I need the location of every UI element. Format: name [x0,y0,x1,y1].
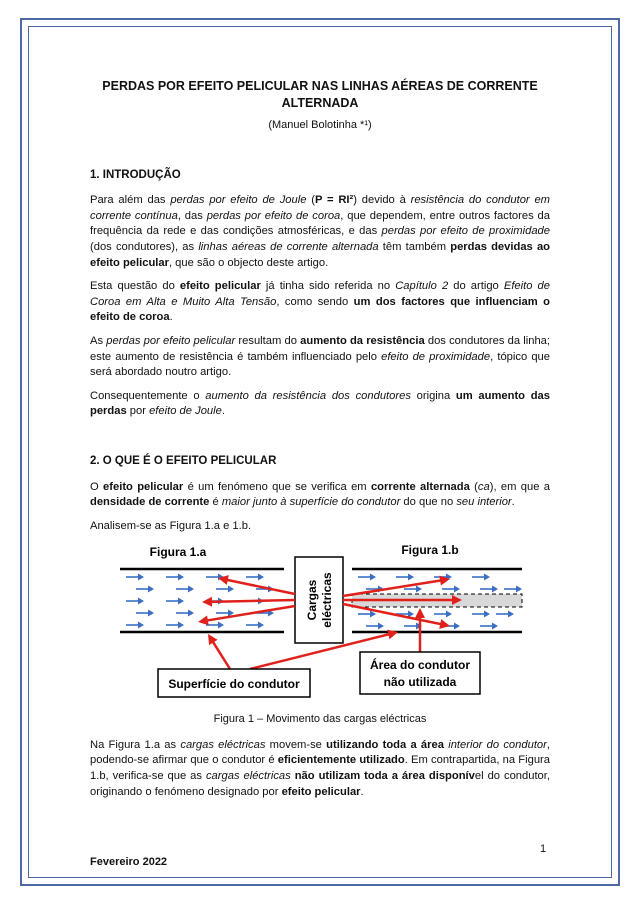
charge-arrow-head [492,586,498,593]
text-run: do artigo [448,280,504,293]
charges-label-line1: Cargas [305,579,319,621]
charge-arrow-head [508,611,514,618]
charge-arrow-head [484,611,490,618]
charge-arrow-head [258,622,264,629]
charge-arrow-head [258,574,264,581]
bold-run: efeito pelicular [281,785,361,798]
italic-run: ca [477,480,490,493]
pointer-head [415,608,425,618]
text-run: Analisem-se as Figura 1.a e 1.b. [90,519,252,532]
italic-run: efeito de Joule [149,405,222,418]
figure-diagram [90,542,550,706]
unused-area-label-line1: Área do condutor [369,658,471,673]
charge-arrow-head [370,574,376,581]
text-run: ), em que a [489,480,551,493]
charges-label-box [295,557,343,643]
footer-date: Fevereiro 2022 [90,856,168,868]
italic-run: Efeito de Coroa em Alta e Muito Alta Tensão [90,280,550,308]
text-run: Esta questão do [90,280,180,293]
pointer-line [343,604,442,624]
text-run: , como sendo [276,295,354,308]
text-run: Para além das [90,194,171,207]
italic-run: perdas por efeito pelicular [106,334,236,347]
text-run: . [511,496,515,509]
bold-run: corrente alternada [370,480,470,493]
italic-run: aumento da resistência dos condutores [205,389,411,402]
charge-arrow-head [178,598,184,605]
text-run: . Em contrapartida, na Figura 1.b, verifica-se que as [90,754,550,783]
charge-arrow-head [454,586,460,593]
document-title: PERDAS POR EFEITO PELICULAR NAS LINHAS AÉREAS DE CORRENTE ALTERNADA [102,79,538,110]
text-run: . [169,311,173,324]
charge-arrow-head [408,574,414,581]
text-run: ) devido à [353,194,411,207]
charge-arrow-head [148,586,154,593]
text-run: Na Figura 1.a as [90,738,181,751]
charge-arrow-head [446,611,452,618]
bold-run: perdas devidas ao efeito pelicular [90,240,551,269]
pointer-line [212,641,230,669]
author-line: (Manuel Bolotinha *¹) [268,119,372,131]
pointer-head [439,619,450,629]
charge-arrow-head [138,622,144,629]
text-run: , que dependem, entre outros factores da frequência da rede e das condições atmosféricas, e das [90,209,550,238]
italic-run: perdas por efeito de Joule [170,194,307,207]
charge-arrow-head [492,623,498,630]
text-run: movem-se [265,738,327,751]
figure-caption: Figura 1 – Movimento das cargas eléctricas [213,713,427,726]
charge-arrow-head [228,586,234,593]
charge-arrow-head [138,598,144,605]
charge-arrow-head [188,610,194,617]
italic-run: perdas por efeito de coroa [206,209,341,222]
text-run: el do condutor, originando o fenómeno designado por [90,770,550,798]
charge-arrow-head [188,586,194,593]
figure-1a-label: Figura 1.a [149,545,207,560]
italic-run: cargas eléctricas [180,738,266,751]
text-run: As [90,334,107,347]
pointer-line [343,581,442,597]
text-run: . [360,785,364,798]
italic-run: seu interior [456,496,512,509]
text-run: , tópico que será abordado noutro artigo. [90,350,550,379]
text-run: dos condutores da linha; este aumento de resistência é também influenciado pelo [90,334,551,363]
pointer-head [202,597,212,607]
bold-run: densidade de corrente [90,496,210,509]
unused-area-label-line2: não utilizada [383,675,457,690]
figure-1b-label: Figura 1.b [401,543,459,558]
document-body [90,78,550,808]
bold-run: não utilizam toda a área disponív [294,770,475,783]
italic-run: interior do condutor [448,738,547,751]
text-run: têm também [378,240,451,253]
bold-run: eficientemente utilizado [277,754,405,767]
paragraph [90,193,550,271]
charge-arrow-head [178,574,184,581]
italic-run: perdas por efeito de proximidade [381,225,550,238]
charge-arrow-head [178,622,184,629]
charge-arrow-head [138,574,144,581]
paragraph [90,389,550,420]
text-run: já tinha sido referida no [260,280,396,293]
surface-label: Superfície do condutor [168,677,300,692]
text-run: do que no [400,496,457,509]
text-run: O [90,480,104,493]
paragraph [90,738,550,800]
text-run: Consequentemente o [90,389,206,402]
charge-arrow-head [516,586,522,593]
paragraph [90,334,550,381]
figure-charge-movement [90,542,550,706]
pointer-head [198,616,209,626]
italic-run: efeito de proximidade [381,350,491,363]
bold-run: P = RI² [314,194,354,207]
text-run: é um fenómeno que se verifica em [183,480,371,493]
italic-run: maior junto à superfície do condutor [221,496,401,509]
text-run: origina [410,389,456,402]
bold-run: efeito pelicular [103,480,184,493]
charge-arrow-head [378,623,384,630]
pointer-line [226,580,295,594]
italic-run: resistência do condutor em corrente contínua [90,194,550,222]
bold-run: um dos factores que influenciam o efeito de coroa [90,295,550,324]
text-run: é [209,496,222,509]
section-heading-skin-effect: 2. O QUE É O EFEITO PELICULAR [90,454,277,467]
charge-arrow-head [148,610,154,617]
text-run: resultam do [235,334,301,347]
text-run: ( [469,480,478,493]
text-run: por [126,405,150,418]
charges-label-line2: eléctricas [320,572,334,628]
italic-run: cargas eléctricas [205,770,291,783]
italic-run: linhas aéreas de corrente alternada [198,240,379,253]
text-run: (dos condutores), as [90,240,199,253]
paragraph [90,480,550,511]
charge-arrow-head [484,574,490,581]
paragraph [90,279,550,326]
text-run: , das [177,209,207,222]
page-number: 1 [540,843,547,855]
text-run: , que são o objecto deste artigo. [168,256,329,269]
charge-arrow-head [454,623,460,630]
bold-run: utilizando toda a área [326,738,444,751]
charge-arrow-head [218,622,224,629]
bold-run: um aumento das perdas [90,389,550,418]
section-heading-introduction: 1. INTRODUÇÃO [90,168,181,181]
bold-run: efeito pelicular [179,280,261,293]
italic-run: Capítulo 2 [395,280,449,293]
bold-run: aumento da resistência [300,334,425,347]
charge-arrow-head [416,586,422,593]
paragraph [90,519,550,535]
text-run: ( [306,194,315,207]
text-run: , podendo-se afirmar que o condutor é [90,738,550,767]
text-run: . [221,405,225,418]
